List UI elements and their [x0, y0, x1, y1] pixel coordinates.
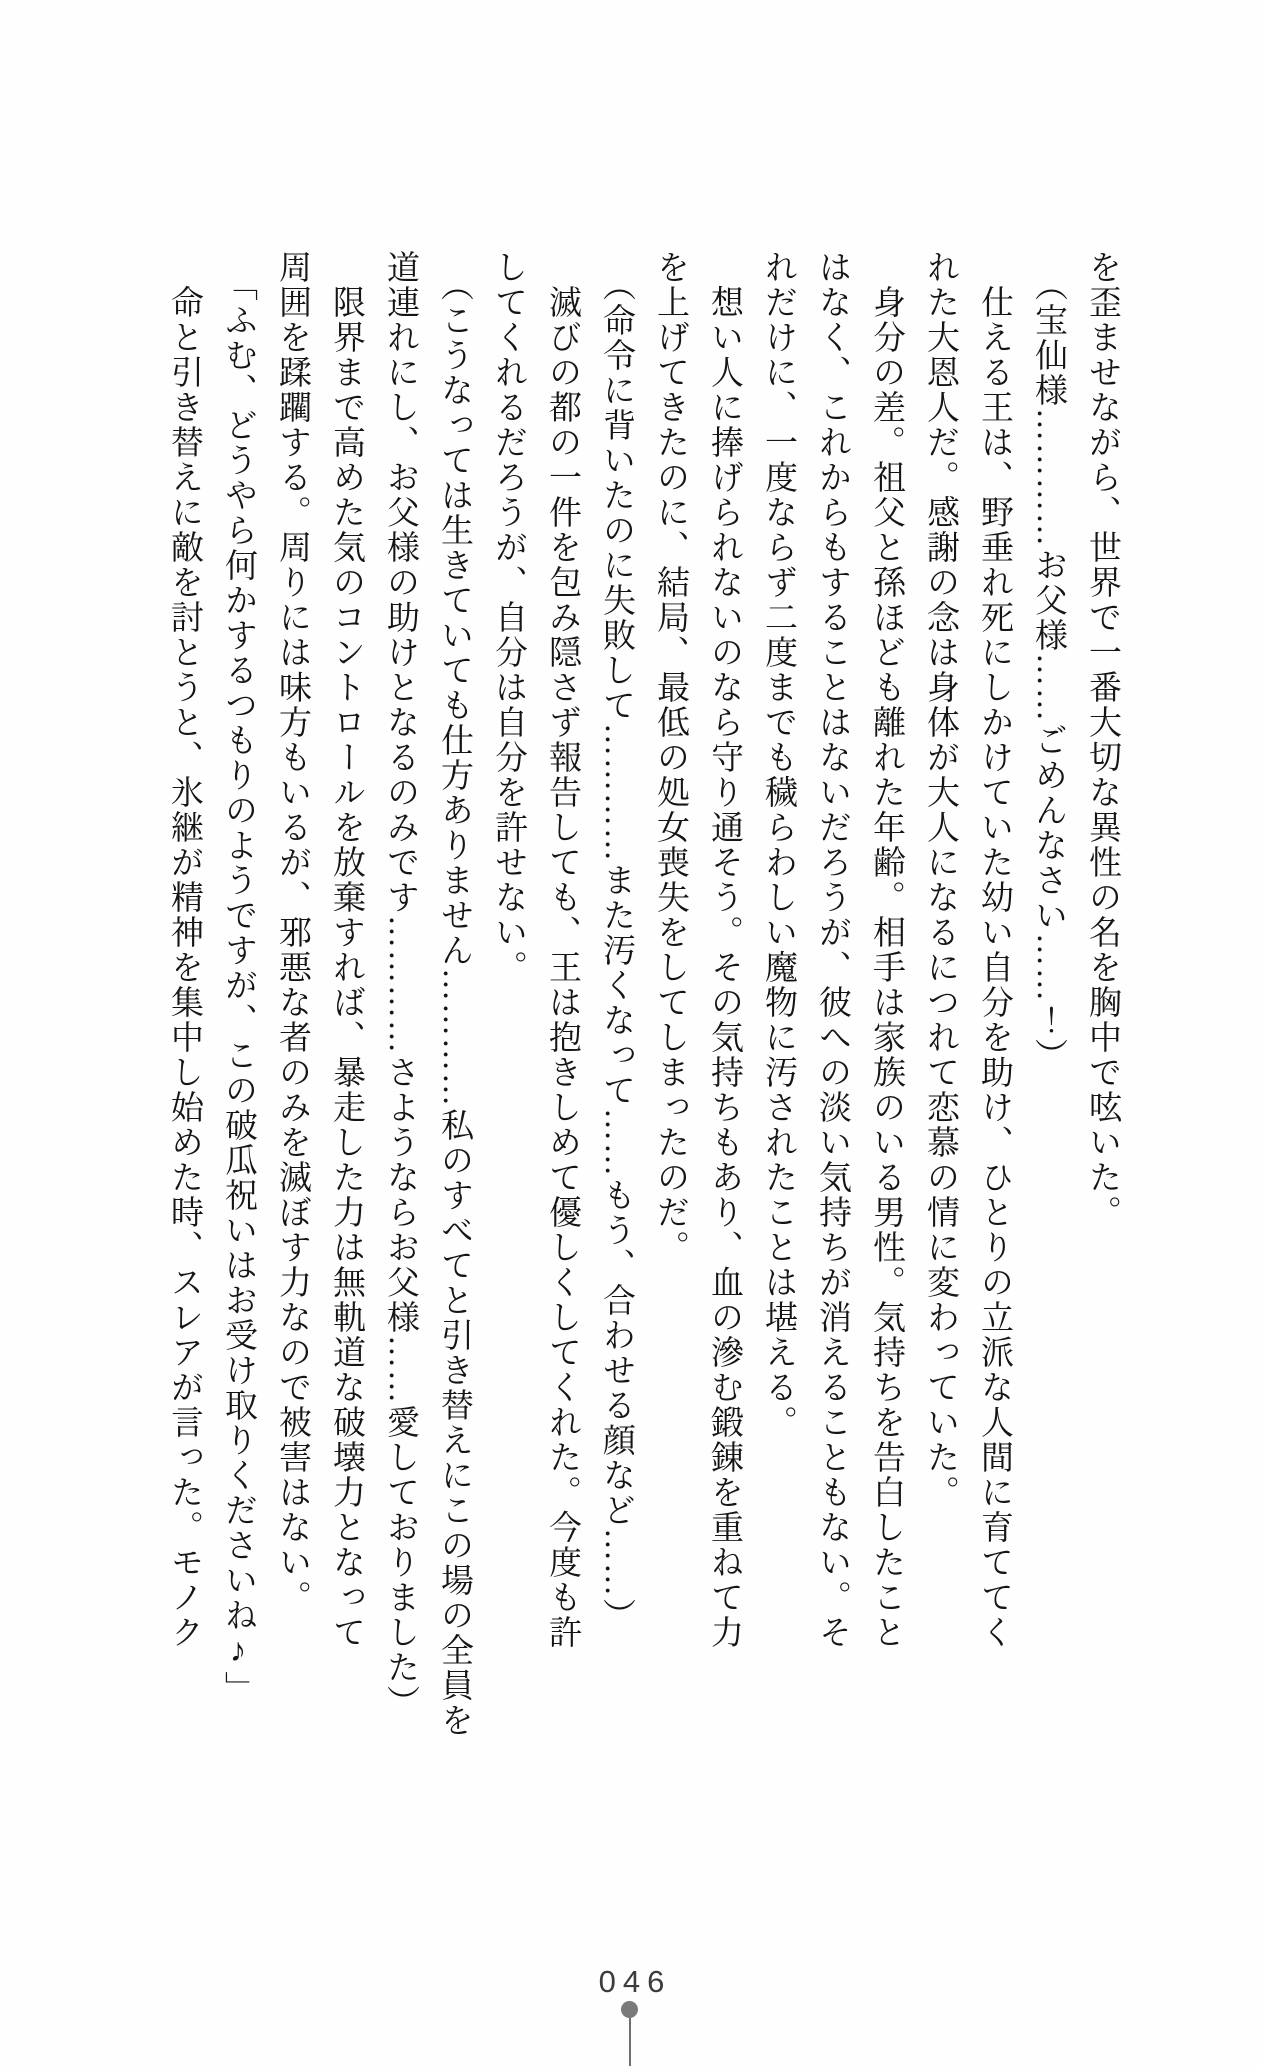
text-line: してくれるだろうが、自分は自分を許せない。: [490, 250, 526, 985]
text-line: 道連れにし、お父様の助けとなるのみです…………さようならお父様……愛しておりました）: [382, 250, 418, 1720]
text-line: を上げてきたのに、結局、最低の処女喪失をしてしまったのだ。: [652, 250, 688, 1265]
text-line: 命と引き替えに敵を討とうと、氷継が精神を集中し始めた時、スレアが言った。モノク: [166, 285, 202, 1650]
text-line: （命令に背いたのに失敗して…………また汚くなって……もう、合わせる顔など……）: [598, 268, 634, 1633]
footer-ornament-dot-icon: [621, 2001, 638, 2018]
vertical-text-block: [154, 250, 1129, 1738]
text-line: （宝仙様…………お父様……ごめんなさい……！）: [1030, 268, 1066, 1073]
text-line: はなく、これからもすることはないだろうが、彼への淡い気持ちが消えることもない。そ: [814, 250, 850, 1650]
text-line: 周囲を蹂躙する。周りには味方もいるが、邪悪な者のみを滅ぼす力なので被害はない。: [274, 250, 310, 1615]
text-line: れた大恩人だ。感謝の念は身体が大人になるにつれて恋慕の情に変わっていた。: [922, 250, 958, 1510]
text-line: れだけに、一度ならず二度までも穢らわしい魔物に汚されたことは堪える。: [760, 250, 796, 1440]
text-line: 限界まで高めた気のコントロールを放棄すれば、暴走した力は無軌道な破壊力となって: [328, 285, 364, 1650]
text-line: を歪ませながら、世界で一番大切な異性の名を胸中で呟いた。: [1084, 250, 1120, 1230]
footer-ornament-line: [629, 2018, 631, 2066]
text-line: （こうなっては生きていても仕方ありません…………私のすべてと引き替えにこの場の全員を: [436, 268, 472, 1738]
text-line: 身分の差。祖父と孫ほども離れた年齢。相手は家族のいる男性。気持ちを告白したこと: [868, 285, 904, 1650]
text-line: 想い人に捧げられないのなら守り通そう。その気持ちもあり、血の滲む鍛錬を重ねて力: [706, 285, 742, 1650]
text-line: 仕える王は、野垂れ死にしかけていた幼い自分を助け、ひとりの立派な人間に育ててく: [976, 285, 1012, 1650]
page-footer: [0, 1946, 1263, 2066]
page-number: 046: [598, 1964, 672, 1999]
text-line: 「ふむ、どうやら何かするつもりのようですが、この破瓜祝いはお受け取りくださいね♪」: [220, 268, 256, 1706]
text-line: 滅びの都の一件を包み隠さず報告しても、王は抱きしめて優しくしてくれた。今度も許: [544, 285, 580, 1650]
